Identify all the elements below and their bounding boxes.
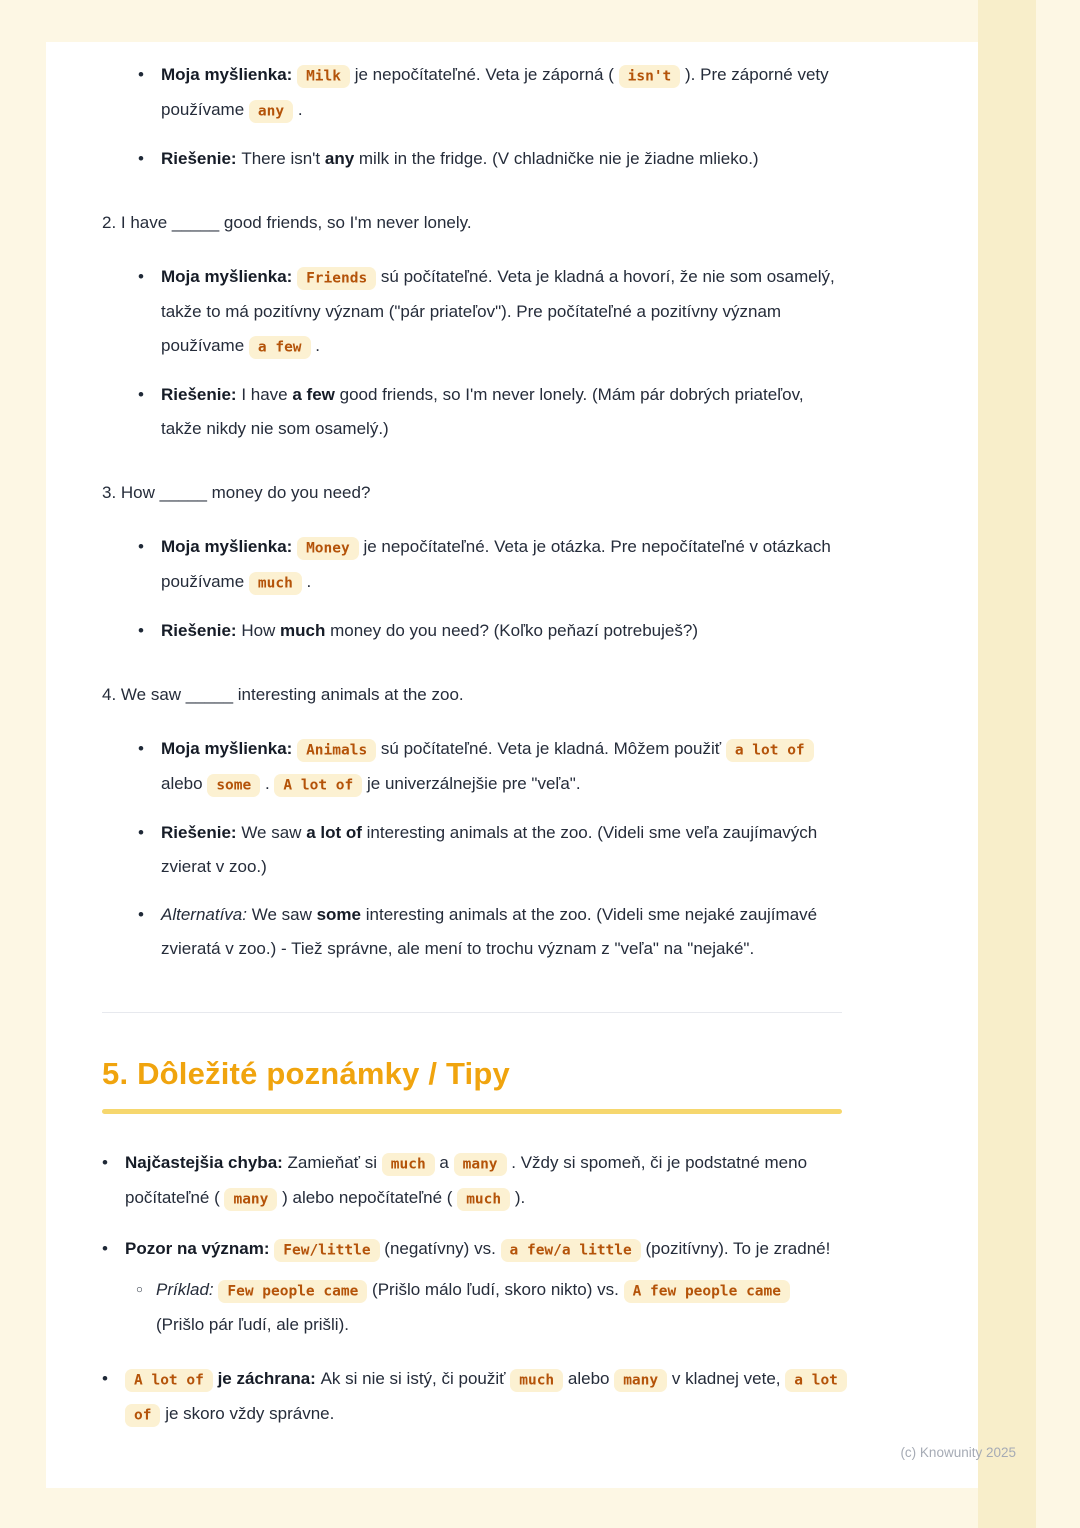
circle-bullet-icon: ○ bbox=[136, 1284, 143, 1296]
question-2: 2. I have _____ good friends, so I'm never lonely. bbox=[102, 213, 472, 232]
list-item bbox=[138, 614, 842, 648]
bullet-icon: • bbox=[138, 905, 144, 924]
item4-bullets bbox=[138, 732, 842, 966]
list-item bbox=[102, 1146, 842, 1216]
tip2-example-paragraph: Príklad: Few people came (Prišlo málo ľudí, skoro nikto) vs. A few people came (Prišlo pár ľudí, ale prišli). bbox=[156, 1273, 842, 1342]
bullet-icon: • bbox=[102, 1239, 108, 1258]
tips-list bbox=[102, 1146, 842, 1432]
list-item bbox=[138, 142, 842, 176]
bullet-icon: • bbox=[138, 65, 144, 84]
tip1-paragraph: Najčastejšia chyba: Zamieňať si much a many . Vždy si spomeň, či je podstatné meno počítateľné ( many ) alebo nepočítateľné ( much ). bbox=[125, 1146, 842, 1216]
list-item bbox=[138, 530, 842, 600]
list-item bbox=[138, 732, 842, 802]
bullet-icon: • bbox=[138, 823, 144, 842]
tip2-paragraph: Pozor na význam: Few/little (negatívny) vs. a few/a little (pozitívny). To je zradné! bbox=[125, 1232, 842, 1267]
item4-alternative-paragraph: Alternatíva: We saw some interesting animals at the zoo. (Videli sme nejaké zaujímavé zvieratá v zoo.) - Tiež správne, ale mení to trochu význam z "veľa" na "nejaké". bbox=[161, 905, 818, 958]
item2-solution-paragraph: Riešenie: I have a few good friends, so I'm never lonely. (Mám pár dobrých priateľov, takže nikdy nie som osamelý.) bbox=[161, 385, 804, 438]
bullet-icon: • bbox=[138, 267, 144, 286]
section-heading: 5. Dôležité poznámky / Tipy bbox=[102, 1056, 510, 1091]
bullet-icon: • bbox=[138, 621, 144, 640]
list-item bbox=[138, 260, 842, 364]
bullet-icon: • bbox=[138, 385, 144, 404]
bullet-icon: • bbox=[102, 1153, 108, 1172]
list-item bbox=[102, 1362, 842, 1432]
item1-solution-paragraph: Riešenie: There isn't any milk in the fridge. (V chladničke nie je žiadne mlieko.) bbox=[161, 149, 759, 168]
question-4: 4. We saw _____ interesting animals at the zoo. bbox=[102, 685, 464, 704]
document-content bbox=[46, 42, 842, 1432]
list-item bbox=[102, 1232, 842, 1267]
item3-think-paragraph: Moja myšlienka: Money je nepočítateľné. Veta je otázka. Pre nepočítateľné v otázkach používame much . bbox=[161, 530, 842, 600]
item4-solution-paragraph: Riešenie: We saw a lot of interesting animals at the zoo. (Videli sme veľa zaujímavých zvierat v zoo.) bbox=[161, 823, 818, 876]
item2-bullets bbox=[138, 260, 842, 446]
bullet-icon: • bbox=[138, 537, 144, 556]
item1-bullets bbox=[138, 58, 842, 176]
footer-copyright: (c) Knowunity 2025 bbox=[900, 1445, 1016, 1460]
bullet-icon: • bbox=[138, 149, 144, 168]
list-item bbox=[136, 1273, 842, 1342]
list-item bbox=[138, 378, 842, 446]
item3-bullets bbox=[138, 530, 842, 648]
bullet-icon: • bbox=[102, 1369, 108, 1388]
bullet-icon: • bbox=[138, 739, 144, 758]
list-item bbox=[138, 816, 842, 884]
heading-underline bbox=[102, 1109, 842, 1114]
item1-think-paragraph: Moja myšlienka: Milk je nepočítateľné. Veta je záporná ( isn't ). Pre záporné vety používame any . bbox=[161, 58, 842, 128]
item2-think-paragraph: Moja myšlienka: Friends sú počítateľné. Veta je kladná a hovorí, že nie som osamelý, takže to má pozitívny význam ("pár priateľov"). Pre počítateľné a pozitívny význam používame a few . bbox=[161, 260, 842, 364]
list-item bbox=[138, 898, 842, 966]
item4-think-paragraph: Moja myšlienka: Animals sú počítateľné. Veta je kladná. Môžem použiť a lot of alebo some . A lot of je univerzálnejšie pre "veľa". bbox=[161, 732, 842, 802]
item3-solution-paragraph: Riešenie: How much money do you need? (Koľko peňazí potrebuješ?) bbox=[161, 621, 698, 640]
question-3: 3. How _____ money do you need? bbox=[102, 483, 371, 502]
section-divider bbox=[102, 1012, 842, 1013]
document-page bbox=[46, 42, 978, 1488]
right-margin-strip bbox=[978, 0, 1036, 1528]
list-item bbox=[138, 58, 842, 128]
tip3-paragraph: A lot of je záchrana: Ak si nie si istý, či použiť much alebo many v kladnej vete, a lot of je skoro vždy správne. bbox=[125, 1362, 842, 1432]
